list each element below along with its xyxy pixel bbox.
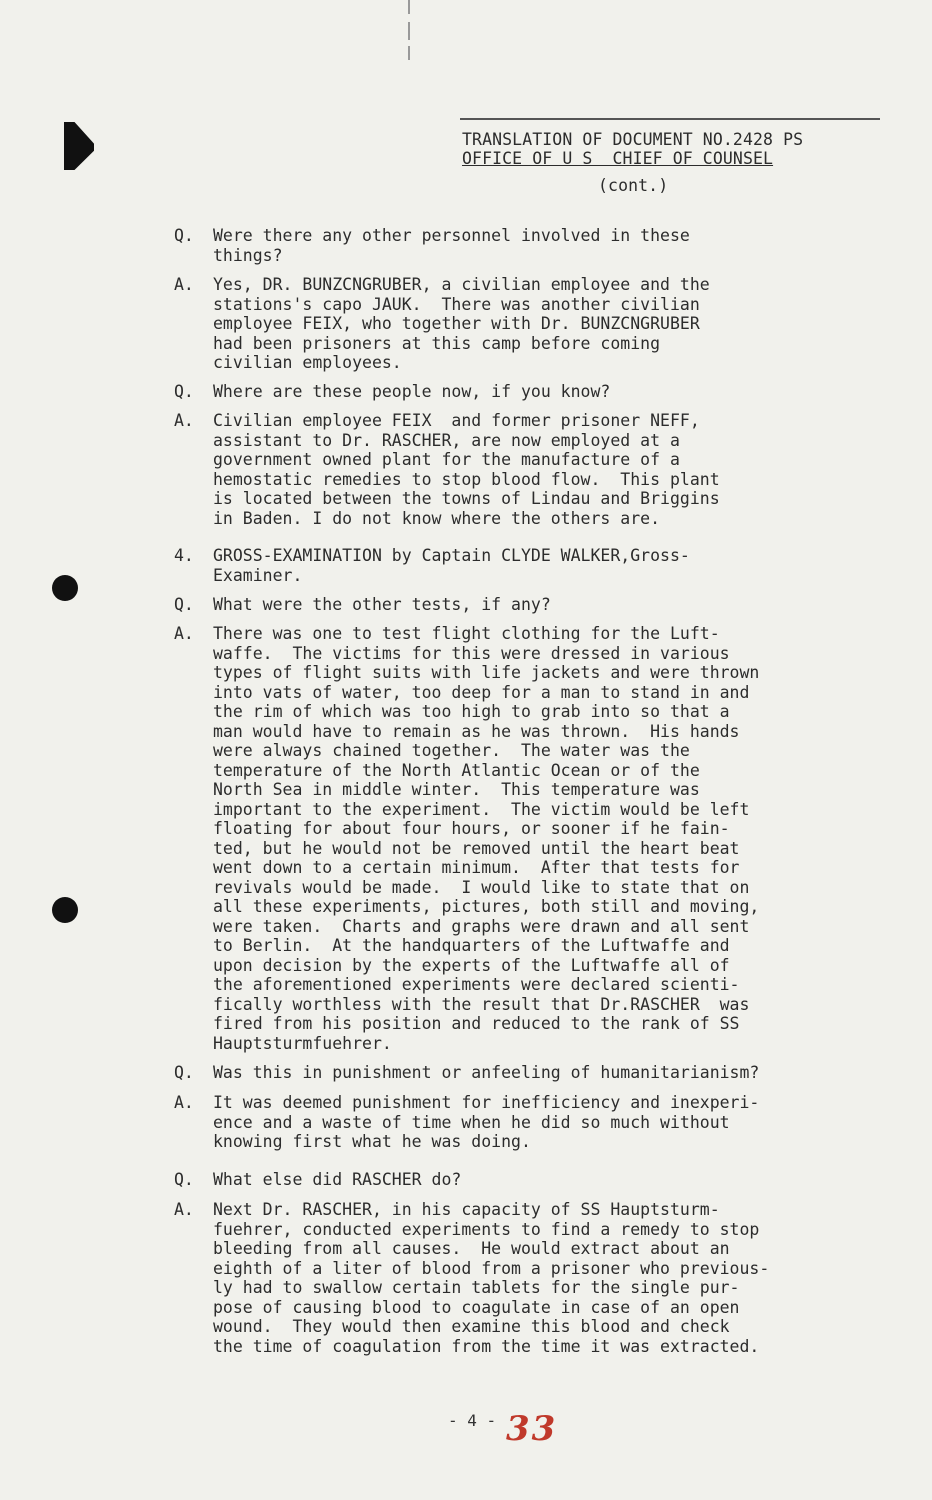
entry-text: What were the other tests, if any? xyxy=(213,595,551,614)
binding-mark xyxy=(408,46,410,60)
entry-prefix: A. xyxy=(174,624,194,643)
entry-prefix: A. xyxy=(174,411,194,430)
binding-mark xyxy=(408,0,410,14)
header-rule xyxy=(460,118,880,120)
header-title: TRANSLATION OF DOCUMENT NO.2428 PS xyxy=(462,130,804,149)
punch-hole-mark xyxy=(64,122,94,170)
entry-prefix: A. xyxy=(174,1093,194,1112)
page-number: - 4 - xyxy=(448,1411,497,1430)
entry-prefix: Q. xyxy=(174,595,194,614)
punch-hole xyxy=(52,575,78,601)
entry-text: Was this in punishment or anfeeling of humanitarianism? xyxy=(213,1063,760,1082)
entry-prefix: Q. xyxy=(174,1170,194,1189)
entry-text: There was one to test flight clothing for the Luft- waffe. The victims for this were dressed in various types of flight suits with life jackets and were thrown into vats of water, too deep for a man to stand in and the rim of which was too high to grab into so that a man would have to remain as he was thrown. His hands were always chained together. The water was the temperature of the North Atlantic Ocean or of the North Sea in middle winter. This temperature was important to the experiment. The victim would be left floating for about four hours, or sooner if he fain- ted, but he would not be removed until the heart beat went down to a certain minimum. After that tests for revivals would be made. I would like to state that on all these experiments, pictures, both still and moving, were taken. Charts and graphs were drawn and all sent to Berlin. At the handquarters of the Luftwaffe and upon decision by the experts of the Luftwaffe all of the aforementioned experiments were declared scienti- fically worthless with the result that Dr.RASCHER was fired from his position and reduced to the rank of SS Hauptsturmfuehrer. xyxy=(213,624,760,1053)
entry-text: Next Dr. RASCHER, in his capacity of SS Hauptsturm- fuehrer, conducted experiments to find a remedy to stop bleeding from all causes. He would extract about an eighth of a liter of blood from a prisoner who previous- ly had to swallow certain tablets for the single pur- pose of causing blood to coagulate in case of an open wound. They would then examine this blood and check the time of coagulation from the time it was extracted. xyxy=(213,1200,770,1356)
entry-text: Where are these people now, if you know? xyxy=(213,382,611,401)
entry-text: Were there any other personnel involved in these things? xyxy=(213,226,690,265)
entry-text: What else did RASCHER do? xyxy=(213,1170,462,1189)
entry-prefix: A. xyxy=(174,1200,194,1219)
page-footer xyxy=(0,1405,932,1455)
entry-text: GROSS-EXAMINATION by Captain CLYDE WALKER,Gross- Examiner. xyxy=(213,546,690,585)
handwritten-page-number: 33 xyxy=(506,1409,558,1449)
header-office: OFFICE OF U S CHIEF OF COUNSEL xyxy=(462,149,774,168)
entry-text: Civilian employee FEIX and former prisoner NEFF, assistant to Dr. RASCHER, are now employed at a government owned plant for the manufacture of a hemostatic remedies to stop blood flow. This plant is located between the towns of Lindau and Briggins in Baden. I do not know where the others are. xyxy=(213,411,720,528)
entry-prefix: 4. xyxy=(174,546,194,565)
entry-text: Yes, DR. BUNZCNGRUBER, a civilian employee and the stations's capo JAUK. There was another civilian employee FEIX, who together with Dr. BUNZCNGRUBER had been prisoners at this camp before coming civilian employees. xyxy=(213,275,710,372)
continuation-label: (cont.) xyxy=(598,176,669,195)
binding-mark xyxy=(408,22,410,40)
entry-prefix: A. xyxy=(174,275,194,294)
entry-prefix: Q. xyxy=(174,1063,194,1082)
entry-prefix: Q. xyxy=(174,226,194,245)
entry-text: It was deemed punishment for inefficiency and inexperi- ence and a waste of time when he did so much without knowing first what he was doing. xyxy=(213,1093,760,1151)
entry-prefix: Q. xyxy=(174,382,194,401)
punch-hole xyxy=(52,897,78,923)
